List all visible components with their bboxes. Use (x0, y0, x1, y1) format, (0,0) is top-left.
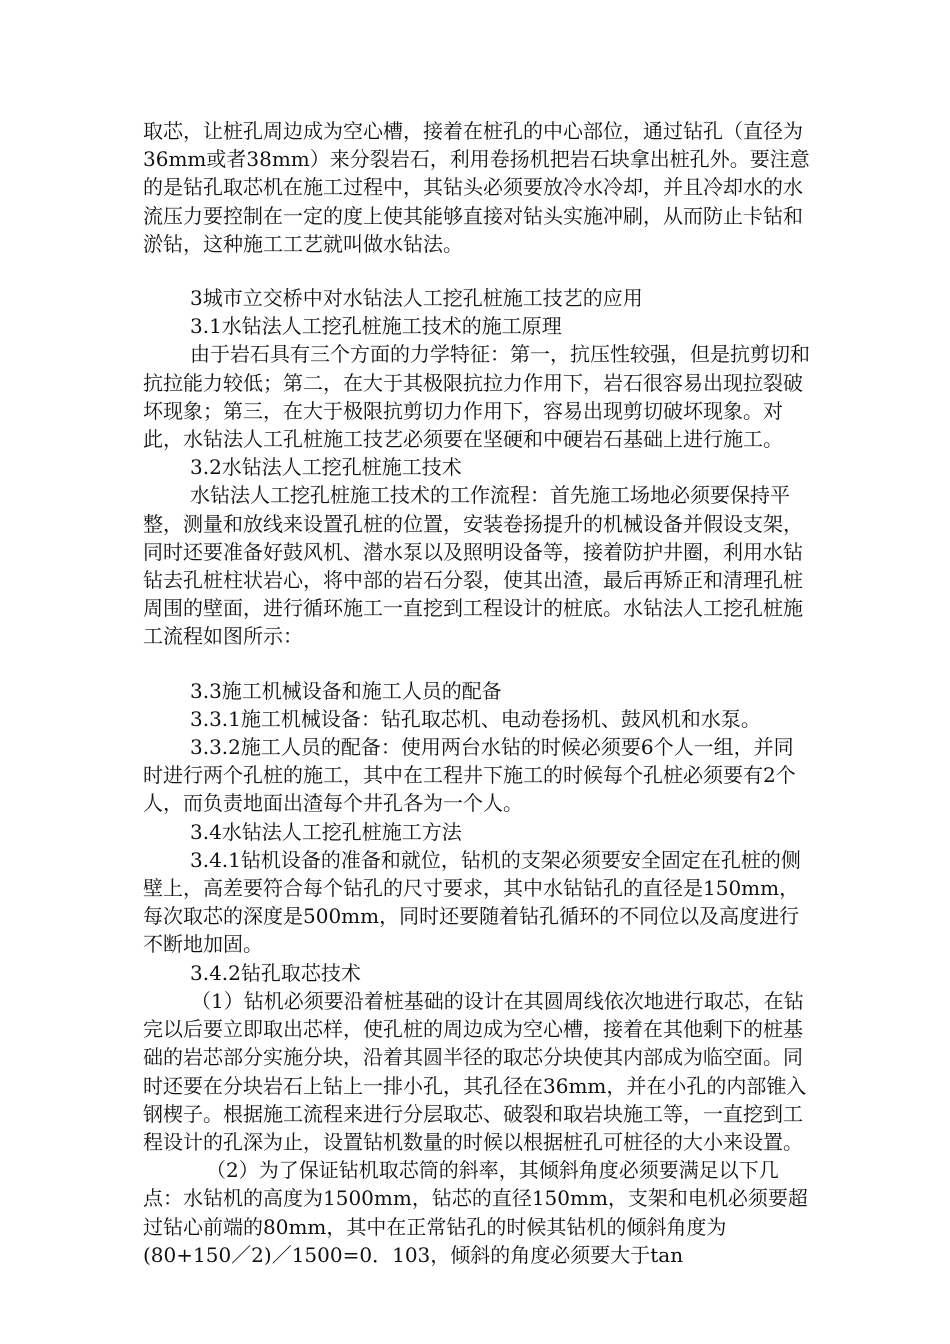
paragraph: （1）钻机必须要沿着桩基础的设计在其圆周线依次地进行取芯，在钻完以后要立即取出芯样，使孔桩的周边成为空心槽，接着在其他剩下的桩基础的岩芯部分实施分块，沿着其圆半径的取芯分块使其内部成为临空面。同时还要在分块岩石上钻上一排小孔，其孔径在36mm，并在小孔的内部锥入钢楔子。根据施工流程来进行分层取芯、破裂和取岩块施工等，一直挖到工程设计的孔深为止，设置钻机数量的时候以根据桩孔可桩径的大小来设置。 (143, 988, 807, 1154)
paragraph: 3.3.1施工机械设备：钻孔取芯机、电动卷扬机、鼓风机和水泵。 (190, 706, 761, 731)
subsection-heading: 3.1水钻法人工挖孔桩施工技术的施工原理 (190, 314, 562, 339)
paragraph-gap (143, 258, 813, 284)
section-heading: 3城市立交桥中对水钻法人工挖孔桩施工技艺的应用 (190, 286, 643, 311)
subsection-heading: 3.4.2钻孔取芯技术 (190, 960, 361, 985)
paragraph: 水钻法人工挖孔桩施工技术的工作流程：首先施工场地必须要保持平整，测量和放线来设置孔桩的位置，安装卷扬提升的机械设备并假设支架，同时还要准备好鼓风机、潜水泵以及照明设备等，接着防护井圈，利用水钻钻去孔桩柱状岩心，将中部的岩石分裂，使其出渣，最后再矫正和清理孔桩周围的壁面，进行循环施工一直挖到工程设计的桩底。水钻法人工挖孔桩施工流程如图所示： (143, 483, 803, 649)
paragraph-gap (143, 651, 813, 677)
paragraph: 3.3.2施工人员的配备：使用两台水钻的时候必须要6个人一组，并同时进行两个孔桩的施工，其中在工程井下施工的时候每个孔桩必须要有2个人，而负责地面出渣每个井孔各为一个人。 (143, 735, 796, 816)
subsection-heading: 3.3施工机械设备和施工人员的配备 (190, 678, 502, 703)
paragraph: 3.4.1钻机设备的准备和就位，钻机的支架必须要安全固定在孔桩的侧壁上，高差要符合每个钻孔的尺寸要求，其中水钻钻孔的直径是150mm，每次取芯的深度是500mm，同时还要随着钻孔循环的不同位以及高度进行不断地加固。 (143, 847, 801, 957)
paragraph: （2）为了保证钻机取芯筒的斜率，其倾斜角度必须要满足以下几点：水钻机的高度为1500mm，钻芯的直径150mm，支架和电机必须要超过钻心前端的80mm，其中在正常钻孔的时候其钻机的倾斜角度为(80+150／2)／1500=0．103，倾斜的角度必须要大于tan (143, 1158, 808, 1267)
paragraph: 取芯，让桩孔周边成为空心槽，接着在桩孔的中心部位，通过钻孔（直径为36mm或者38mm）来分裂岩石，利用卷扬机把岩石块拿出桩孔外。要注意的是钻孔取芯机在施工过程中，其钻头必须要放冷水冷却，并且冷却水的水流压力要控制在一定的度上使其能够直接对钻头实施冲刷，从而防止卡钻和淤钻，这种施工工艺就叫做水钻法。 (143, 119, 810, 256)
subsection-heading: 3.2水钻法人工挖孔桩施工技术 (190, 455, 462, 480)
paragraph: 由于岩石具有三个方面的力学特征：第一，抗压性较强，但是抗剪切和抗拉能力较低；第二，在大于其极限抗拉力作用下，岩石很容易出现拉裂破坏现象；第三，在大于极限抗剪切力作用下，容易出现剪切破坏现象。对此，水钻法人工孔桩施工技艺必须要在坚硬和中硬岩石基础上进行施工。 (143, 342, 810, 452)
document-body (143, 117, 813, 1269)
subsection-heading: 3.4水钻法人工挖孔桩施工方法 (190, 819, 462, 844)
